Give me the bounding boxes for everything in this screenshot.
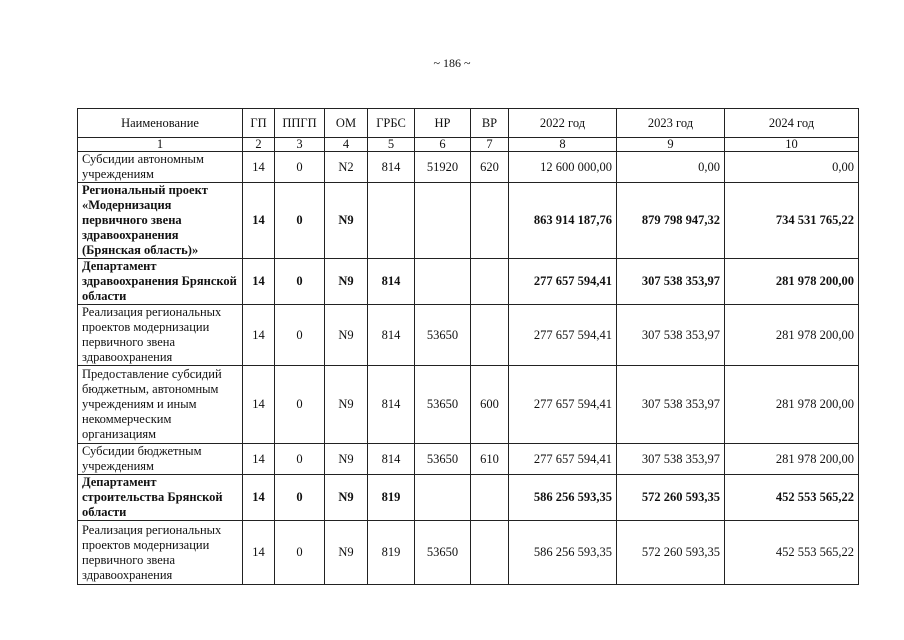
cell-om: N9 [325, 521, 368, 585]
cell-y2024: 452 553 565,22 [725, 521, 859, 585]
cell-grbs: 814 [368, 366, 415, 444]
table-row [78, 475, 859, 521]
cell-y2022: 277 657 594,41 [509, 444, 617, 475]
cell-y2024: 452 553 565,22 [725, 475, 859, 521]
cell-ppgp: 0 [275, 305, 325, 366]
cell-nr [415, 259, 471, 305]
cell-gp: 14 [243, 259, 275, 305]
table-row [78, 366, 859, 444]
cell-grbs: 814 [368, 259, 415, 305]
cell-y2022: 586 256 593,35 [509, 521, 617, 585]
cell-y2024: 281 978 200,00 [725, 305, 859, 366]
header-2024: 2024 год [725, 109, 859, 138]
column-number: 4 [325, 138, 368, 152]
cell-y2024: 281 978 200,00 [725, 366, 859, 444]
page-number: ~ 186 ~ [433, 56, 471, 70]
cell-om: N9 [325, 259, 368, 305]
cell-y2022: 12 600 000,00 [509, 152, 617, 183]
budget-table [77, 108, 859, 585]
cell-vr [471, 259, 509, 305]
cell-vr [471, 183, 509, 259]
cell-name: Субсидии бюджетным учреждениям [78, 444, 243, 475]
cell-gp: 14 [243, 475, 275, 521]
cell-grbs: 819 [368, 521, 415, 585]
header-row [78, 109, 859, 138]
cell-nr: 51920 [415, 152, 471, 183]
cell-name: Реализация региональных проектов модернизации первичного звена здравоохранения [78, 305, 243, 366]
cell-om: N2 [325, 152, 368, 183]
cell-name: Предоставление субсидий бюджетным, автономным учреждениям и иным некоммерческим организациям [78, 366, 243, 444]
column-number-row [78, 138, 859, 152]
cell-y2024: 734 531 765,22 [725, 183, 859, 259]
cell-vr: 610 [471, 444, 509, 475]
table-row [78, 259, 859, 305]
column-number: 10 [725, 138, 859, 152]
cell-y2023: 879 798 947,32 [617, 183, 725, 259]
header-2022: 2022 год [509, 109, 617, 138]
header-name: Наименование [78, 109, 243, 138]
cell-ppgp: 0 [275, 444, 325, 475]
cell-name: Департамент здравоохранения Брянской области [78, 259, 243, 305]
column-number: 2 [243, 138, 275, 152]
header-ppgp: ППГП [275, 109, 325, 138]
cell-y2024: 281 978 200,00 [725, 444, 859, 475]
column-number: 7 [471, 138, 509, 152]
cell-nr: 53650 [415, 444, 471, 475]
header-vr: ВР [471, 109, 509, 138]
column-number: 8 [509, 138, 617, 152]
table-row [78, 444, 859, 475]
cell-y2023: 307 538 353,97 [617, 259, 725, 305]
cell-nr: 53650 [415, 521, 471, 585]
cell-name: Субсидии автономным учреждениям [78, 152, 243, 183]
cell-grbs [368, 183, 415, 259]
cell-vr [471, 521, 509, 585]
cell-ppgp: 0 [275, 259, 325, 305]
table-row [78, 305, 859, 366]
cell-y2024: 0,00 [725, 152, 859, 183]
cell-vr: 620 [471, 152, 509, 183]
cell-om: N9 [325, 183, 368, 259]
table-row [78, 521, 859, 585]
cell-y2023: 307 538 353,97 [617, 366, 725, 444]
cell-name: Региональный проект «Модернизация первичного звена здравоохранения (Брянская область)» [78, 183, 243, 259]
cell-y2023: 0,00 [617, 152, 725, 183]
cell-y2022: 277 657 594,41 [509, 305, 617, 366]
cell-y2022: 277 657 594,41 [509, 259, 617, 305]
cell-om: N9 [325, 475, 368, 521]
cell-y2022: 277 657 594,41 [509, 366, 617, 444]
cell-nr: 53650 [415, 305, 471, 366]
cell-vr [471, 305, 509, 366]
cell-vr: 600 [471, 366, 509, 444]
column-number: 6 [415, 138, 471, 152]
cell-gp: 14 [243, 521, 275, 585]
cell-nr: 53650 [415, 366, 471, 444]
cell-ppgp: 0 [275, 475, 325, 521]
cell-grbs: 814 [368, 152, 415, 183]
cell-y2023: 572 260 593,35 [617, 521, 725, 585]
cell-grbs: 814 [368, 305, 415, 366]
cell-grbs: 814 [368, 444, 415, 475]
cell-gp: 14 [243, 444, 275, 475]
cell-gp: 14 [243, 183, 275, 259]
cell-gp: 14 [243, 152, 275, 183]
cell-name: Департамент строительства Брянской области [78, 475, 243, 521]
cell-y2023: 307 538 353,97 [617, 305, 725, 366]
cell-y2022: 586 256 593,35 [509, 475, 617, 521]
cell-om: N9 [325, 444, 368, 475]
cell-om: N9 [325, 305, 368, 366]
column-number: 3 [275, 138, 325, 152]
cell-gp: 14 [243, 366, 275, 444]
cell-om: N9 [325, 366, 368, 444]
cell-nr [415, 183, 471, 259]
column-number: 5 [368, 138, 415, 152]
cell-y2023: 307 538 353,97 [617, 444, 725, 475]
cell-y2023: 572 260 593,35 [617, 475, 725, 521]
header-2023: 2023 год [617, 109, 725, 138]
cell-gp: 14 [243, 305, 275, 366]
cell-grbs: 819 [368, 475, 415, 521]
cell-y2024: 281 978 200,00 [725, 259, 859, 305]
cell-y2022: 863 914 187,76 [509, 183, 617, 259]
table-row [78, 183, 859, 259]
header-gp: ГП [243, 109, 275, 138]
header-grbs: ГРБС [368, 109, 415, 138]
cell-ppgp: 0 [275, 152, 325, 183]
column-number: 9 [617, 138, 725, 152]
header-om: ОМ [325, 109, 368, 138]
cell-nr [415, 475, 471, 521]
table-row [78, 152, 859, 183]
cell-vr [471, 475, 509, 521]
cell-name: Реализация региональных проектов модернизации первичного звена здравоохранения [78, 521, 243, 585]
cell-ppgp: 0 [275, 366, 325, 444]
column-number: 1 [78, 138, 243, 152]
cell-ppgp: 0 [275, 521, 325, 585]
cell-ppgp: 0 [275, 183, 325, 259]
header-nr: НР [415, 109, 471, 138]
